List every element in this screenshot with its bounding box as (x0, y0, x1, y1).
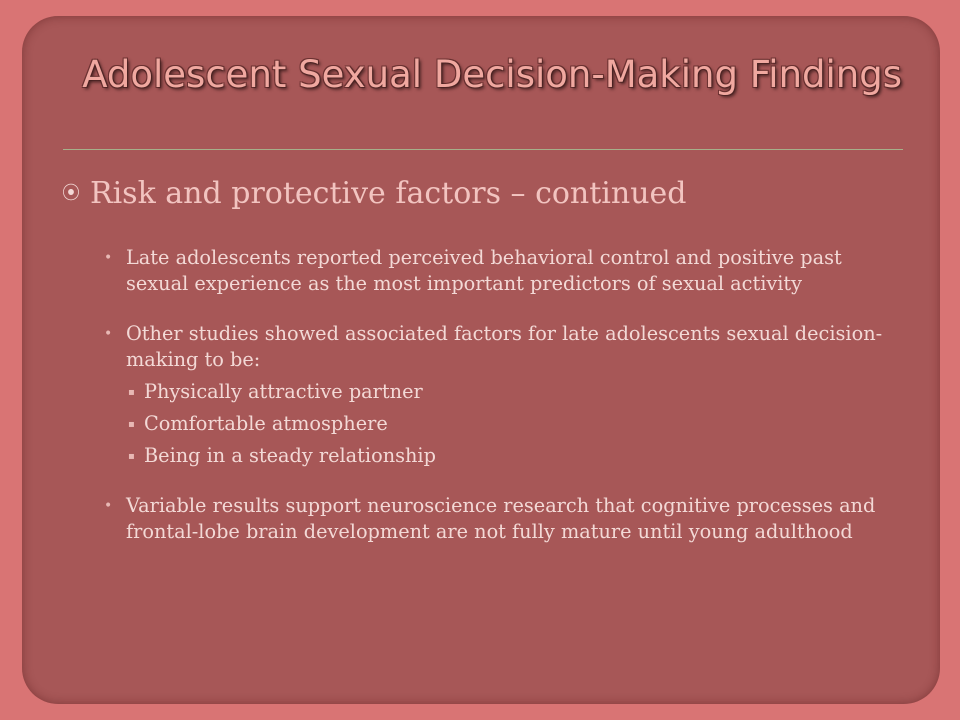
slide-title: Adolescent Sexual Decision-Making Findings (82, 53, 902, 96)
sub-list-item (126, 379, 904, 405)
bullet-text: • Variable results support neuroscience research that cognitive processes and frontal-lobe brain development are not fully mature until young adulthood (126, 494, 876, 543)
bullet-list (104, 245, 904, 569)
sub-list-item (126, 411, 904, 437)
section-heading-text: Risk and protective factors – continued (90, 176, 687, 211)
sub-list-item (126, 443, 904, 469)
bullet-text: • Late adolescents reported perceived behavioral control and positive past sexual experience as the most important predictors of sexual activity (126, 246, 842, 295)
list-item (104, 321, 904, 469)
list-item (104, 493, 904, 545)
list-item (104, 245, 904, 297)
sub-bullet-text: ▪ Physically attractive partner (144, 380, 423, 403)
title-divider (63, 149, 903, 150)
sub-bullet-text: ▪ Comfortable atmosphere (144, 412, 388, 435)
sub-bullet-list (126, 379, 904, 469)
bullet-text: • Other studies showed associated factors for late adolescents sexual decision-making to be: (126, 322, 883, 371)
sub-bullet-text: ▪ Being in a steady relationship (144, 444, 436, 467)
section-heading (62, 176, 687, 212)
target-bullet-icon: ⦿ (62, 183, 80, 204)
